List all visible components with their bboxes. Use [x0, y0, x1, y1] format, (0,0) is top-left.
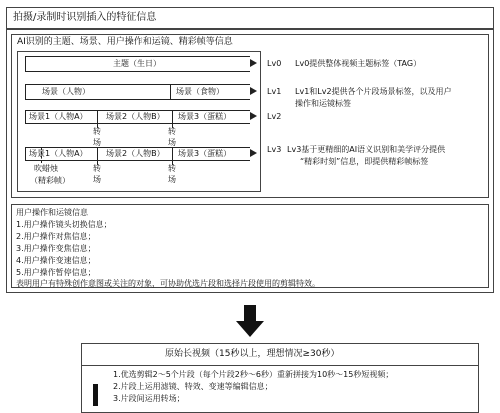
row4-divider1 [97, 147, 98, 160]
ai-section-title: AI识别的主题、场景、用户操作和运镜、精彩帧等信息 [17, 37, 233, 47]
user-ops-item-5: 5.用户操作暂停信息； [16, 268, 96, 277]
row1-theme-label: 主题（生日） [113, 59, 161, 68]
lv0-description: Lv0提供整体视频主题标签（TAG） [295, 59, 422, 68]
header-title: 拍摄/录制时识别插入的特征信息 [13, 12, 157, 23]
user-ops-item-1: 1.用户操作镜头切换信息； [16, 220, 112, 229]
row3-scene3-label: 场景3（蛋糕） [178, 112, 232, 121]
row3-bar-top [25, 110, 250, 111]
row1-start [25, 56, 26, 71]
row2-bar-top [25, 84, 250, 85]
row4-bar-top [25, 147, 250, 148]
bottom-step-1: 1.优选剪辑2～5个片段（每个片段2秒～6秒）重新拼接为10秒～15秒短视频； [113, 370, 394, 379]
bottom-step-2: 2.片段上运用滤镜、特效、变速等编辑信息； [113, 382, 273, 391]
row4-highlight-label-1: 吹蜡烛 [34, 164, 58, 173]
row3-transition2-chang: 场 [168, 138, 176, 147]
lv12-description-2: 操作和运镜标签 [295, 99, 351, 108]
row4-transition1-zhuan: 转 [93, 164, 101, 173]
row1-bar-top [25, 56, 250, 57]
row4-arrowhead [250, 149, 257, 157]
lv3-label: Lv3 [267, 145, 282, 154]
row2-bar-bottom [25, 99, 250, 100]
lv2-label: Lv2 [267, 112, 282, 121]
user-ops-item-3: 3.用户操作变焦信息； [16, 244, 96, 253]
user-ops-summary: 表明用户有特殊创作意图或关注的对象，可协助优选片段和选择片段使用的剪辑特效。 [16, 279, 320, 288]
row4-scene3-label: 场景3（蛋糕） [178, 149, 232, 158]
down-arrow-icon [236, 305, 264, 337]
user-ops-title: 用户操作和运镜信息 [16, 208, 88, 217]
row2-start [25, 84, 26, 99]
row3-scene2-label: 场景2（人物B） [106, 112, 165, 121]
row1-bar-bottom [25, 71, 250, 72]
row4-scene1-label: 场景1（人物A） [29, 149, 88, 158]
row1-arrowhead [250, 59, 257, 67]
lv3-description-1: Lv3基于更精细的AI语义识别和美学评分提供 [287, 145, 446, 154]
row4-transition1-chang: 场 [93, 175, 101, 184]
row4-transition2-zhuan: 转 [168, 164, 176, 173]
row2-divider [170, 84, 171, 99]
row3-transition1-chang: 场 [93, 138, 101, 147]
row4-highlight-label-2: （精彩帧） [30, 176, 70, 185]
row3-scene1-label: 场景1（人物A） [29, 112, 88, 121]
row3-divider2 [172, 110, 173, 123]
row4-highlight-marker [41, 147, 42, 163]
lv3-description-2: “精彩时刻”信息，即提供精彩帧标签 [300, 157, 429, 166]
user-ops-item-2: 2.用户操作对焦信息； [16, 232, 96, 241]
row3-bar-bottom [25, 123, 250, 124]
lv0-label: Lv0 [267, 59, 282, 68]
row4-divider2 [172, 147, 173, 160]
row3-transition2-zhuan: 转 [168, 127, 176, 136]
row3-divider1 [97, 110, 98, 123]
bottom-side-bar [93, 384, 98, 406]
row4-start [25, 147, 26, 160]
row3-arrowhead [250, 112, 257, 120]
row2-scene1-label: 场景（人物） [42, 87, 90, 96]
row2-arrowhead [250, 87, 257, 95]
row3-start [25, 110, 26, 123]
lv12-description-1: Lv1和Lv2提供各个片段场景标签，以及用户 [295, 87, 452, 96]
bottom-step-3: 3.片段间运用转场； [113, 394, 185, 403]
row4-scene2-label: 场景2（人物B） [106, 149, 165, 158]
row3-transition1-zhuan: 转 [93, 127, 101, 136]
row2-scene2-label: 场景（食物） [176, 87, 224, 96]
row4-bar-bottom [25, 160, 250, 161]
lv1-label: Lv1 [267, 87, 282, 96]
user-ops-item-4: 4.用户操作变速信息； [16, 256, 96, 265]
bottom-title: 原始长视频（15秒以上，理想情况≥30秒） [165, 349, 340, 359]
row4-transition2-chang: 场 [168, 175, 176, 184]
